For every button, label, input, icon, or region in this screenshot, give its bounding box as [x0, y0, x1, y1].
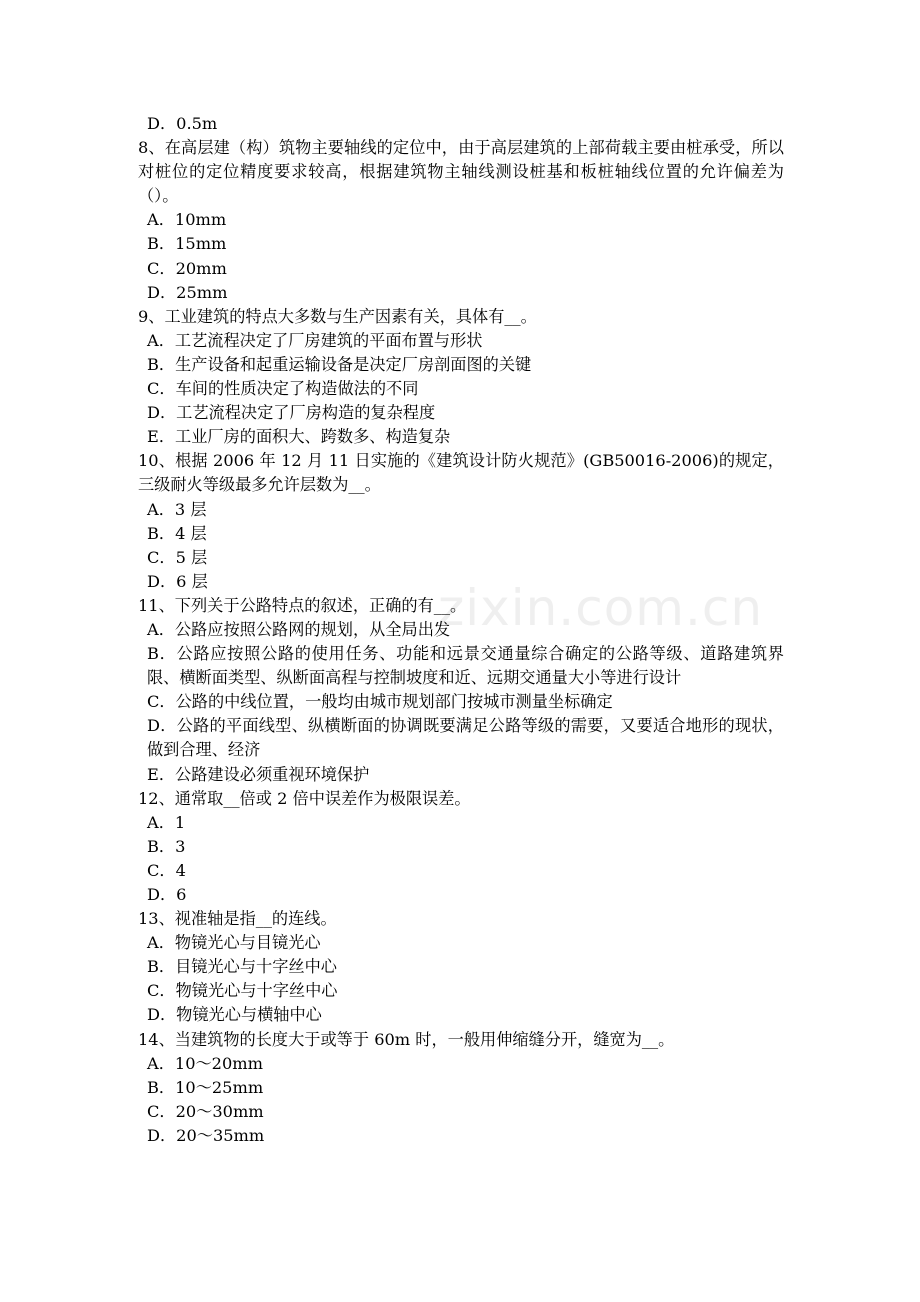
answer-option	[138, 811, 784, 835]
option-label: C．	[147, 258, 176, 278]
option-label: D．	[147, 114, 177, 133]
option-text: 10～20mm	[174, 1053, 263, 1073]
option-text: 物镜光心与十字丝中心	[175, 981, 338, 1001]
question-stem	[138, 449, 784, 497]
watermark: zixin.com.cn	[438, 579, 764, 637]
answer-option	[138, 522, 784, 546]
answer-option	[138, 979, 784, 1003]
option-text: 4 层	[175, 523, 207, 543]
option-label: C．	[147, 1101, 176, 1121]
option-label: A．	[147, 210, 175, 230]
option-label: B．	[147, 836, 176, 856]
option-text: 3 层	[174, 499, 207, 519]
question-text: 下列关于公路特点的叙述，正确的有__。	[174, 595, 467, 615]
option-label: D．	[147, 1005, 177, 1025]
answer-option	[138, 546, 784, 570]
question-stem	[138, 907, 784, 931]
answer-option	[138, 618, 784, 642]
option-label: C．	[147, 379, 176, 399]
option-text: 5 层	[175, 547, 208, 567]
answer-option	[138, 763, 784, 787]
option-label: E．	[147, 427, 176, 447]
option-label: C．	[147, 547, 176, 567]
option-label: C．	[147, 981, 176, 1001]
question-stem	[138, 594, 784, 618]
answer-option	[138, 883, 784, 907]
question-number: 11、	[138, 595, 175, 615]
option-text: 生产设备和起重运输设备是决定厂房剖面图的关键	[175, 354, 532, 374]
option-label: E．	[147, 764, 176, 784]
answer-option	[138, 232, 784, 256]
question-text: 在高层建（构）筑物主要轴线的定位中，由于高层建筑的上部荷载主要由桩承受，所以对桩位的定位精度要求较高，根据建筑物主轴线测设桩基和板桩轴线位置的允许偏差为（）。	[138, 138, 784, 206]
lead-option	[138, 112, 784, 136]
answer-option	[138, 353, 784, 377]
answer-option	[138, 329, 784, 353]
option-label: A．	[147, 933, 175, 953]
option-text: 公路应按照公路的使用任务、功能和远景交通量综合确定的公路等级、道路建筑界限、横断面类型、纵断面高程与控制坡度和近、远期交通量大小等进行设计	[147, 644, 784, 688]
option-text: 公路的平面线型、纵横断面的协调既要满足公路等级的需要，又要适合地形的现状，做到合理、经济	[147, 716, 784, 760]
option-text: 25mm	[176, 282, 228, 302]
option-text: 20mm	[175, 258, 227, 278]
question-stem	[138, 136, 784, 208]
answer-option	[138, 377, 784, 401]
question-stem	[138, 1028, 784, 1052]
option-text: 工业厂房的面积大、跨数多、构造复杂	[175, 427, 451, 447]
answer-option	[138, 642, 784, 690]
answer-option	[138, 859, 784, 883]
option-label: C．	[147, 692, 176, 712]
answer-option	[138, 1076, 784, 1100]
option-label: D．	[147, 403, 177, 423]
answer-option	[138, 425, 784, 449]
option-text: 10mm	[174, 210, 227, 230]
option-label: B．	[147, 957, 176, 977]
option-text: 公路的中线位置，一般均由城市规划部门按城市测量坐标确定	[175, 692, 613, 712]
answer-option	[138, 498, 784, 522]
option-label: A．	[147, 619, 175, 639]
option-label: A．	[147, 1053, 175, 1073]
option-label: B．	[147, 1077, 176, 1097]
question-text: 通常取__倍或 2 倍中误差作为极限误差。	[174, 788, 471, 808]
question-number: 13、	[138, 909, 175, 929]
option-label: A．	[147, 499, 175, 519]
question-number: 10、	[138, 451, 176, 471]
question-stem	[138, 787, 784, 811]
question-number: 14、	[138, 1029, 175, 1049]
option-text: 6 层	[176, 571, 208, 591]
option-label: B．	[147, 234, 176, 254]
question-text: 视准轴是指__的连线。	[174, 909, 337, 929]
option-text: 车间的性质决定了构造做法的不同	[175, 379, 419, 399]
question-text: 工业建筑的特点大多数与生产因素有关，具体有__。	[164, 306, 537, 326]
option-text: 0.5m	[176, 114, 218, 133]
question-number: 8、	[138, 138, 165, 158]
option-label: D．	[147, 1125, 177, 1145]
answer-option	[138, 570, 784, 594]
option-text: 15mm	[175, 234, 227, 254]
option-label: D．	[147, 571, 177, 591]
option-text: 工艺流程决定了厂房建筑的平面布置与形状	[174, 330, 483, 350]
option-text: 公路应按照公路网的规划，从全局出发	[174, 619, 451, 639]
option-label: D．	[147, 282, 177, 302]
answer-option	[138, 1124, 784, 1148]
option-text: 物镜光心与目镜光心	[174, 933, 321, 953]
option-text: 3	[175, 836, 186, 856]
option-label: A．	[147, 330, 175, 350]
question-text: 根据 2006 年 12 月 11 日实施的《建筑设计防火规范》(GB50016-2006)的规定，三级耐火等级最多允许层数为__。	[138, 451, 784, 495]
option-text: 物镜光心与横轴中心	[176, 1005, 322, 1025]
option-label: C．	[147, 860, 176, 880]
question-number: 12、	[138, 788, 175, 808]
option-label: B．	[147, 354, 176, 374]
option-label: D．	[147, 885, 177, 904]
option-label: B．	[147, 644, 177, 664]
answer-option	[138, 1003, 784, 1027]
option-label: A．	[147, 812, 175, 832]
question-text: 当建筑物的长度大于或等于 60m 时，一般用伸缩缝分开，缝宽为__。	[174, 1029, 675, 1049]
answer-option	[138, 1052, 784, 1076]
option-text: 目镜光心与十字丝中心	[175, 957, 337, 977]
answer-option	[138, 401, 784, 425]
question-list	[138, 112, 784, 1148]
option-text: 公路建设必须重视环境保护	[175, 764, 370, 784]
option-label: D．	[147, 716, 177, 736]
option-text: 20～35mm	[176, 1125, 265, 1145]
answer-option	[138, 931, 784, 955]
question-number: 9、	[138, 306, 165, 326]
answer-option	[138, 281, 784, 305]
answer-option	[138, 714, 784, 762]
answer-option	[138, 208, 784, 232]
option-text: 10～25mm	[175, 1077, 264, 1097]
question-stem	[138, 305, 784, 329]
answer-option	[138, 690, 784, 714]
answer-option	[138, 955, 784, 979]
option-text: 工艺流程决定了厂房构造的复杂程度	[176, 403, 436, 423]
option-text: 20～30mm	[175, 1101, 264, 1121]
answer-option	[138, 835, 784, 859]
option-text: 1	[174, 812, 186, 832]
option-text: 4	[175, 860, 186, 880]
answer-option	[138, 1100, 784, 1124]
option-label: B．	[147, 523, 176, 543]
answer-option	[138, 257, 784, 281]
option-text: 6	[176, 885, 187, 904]
